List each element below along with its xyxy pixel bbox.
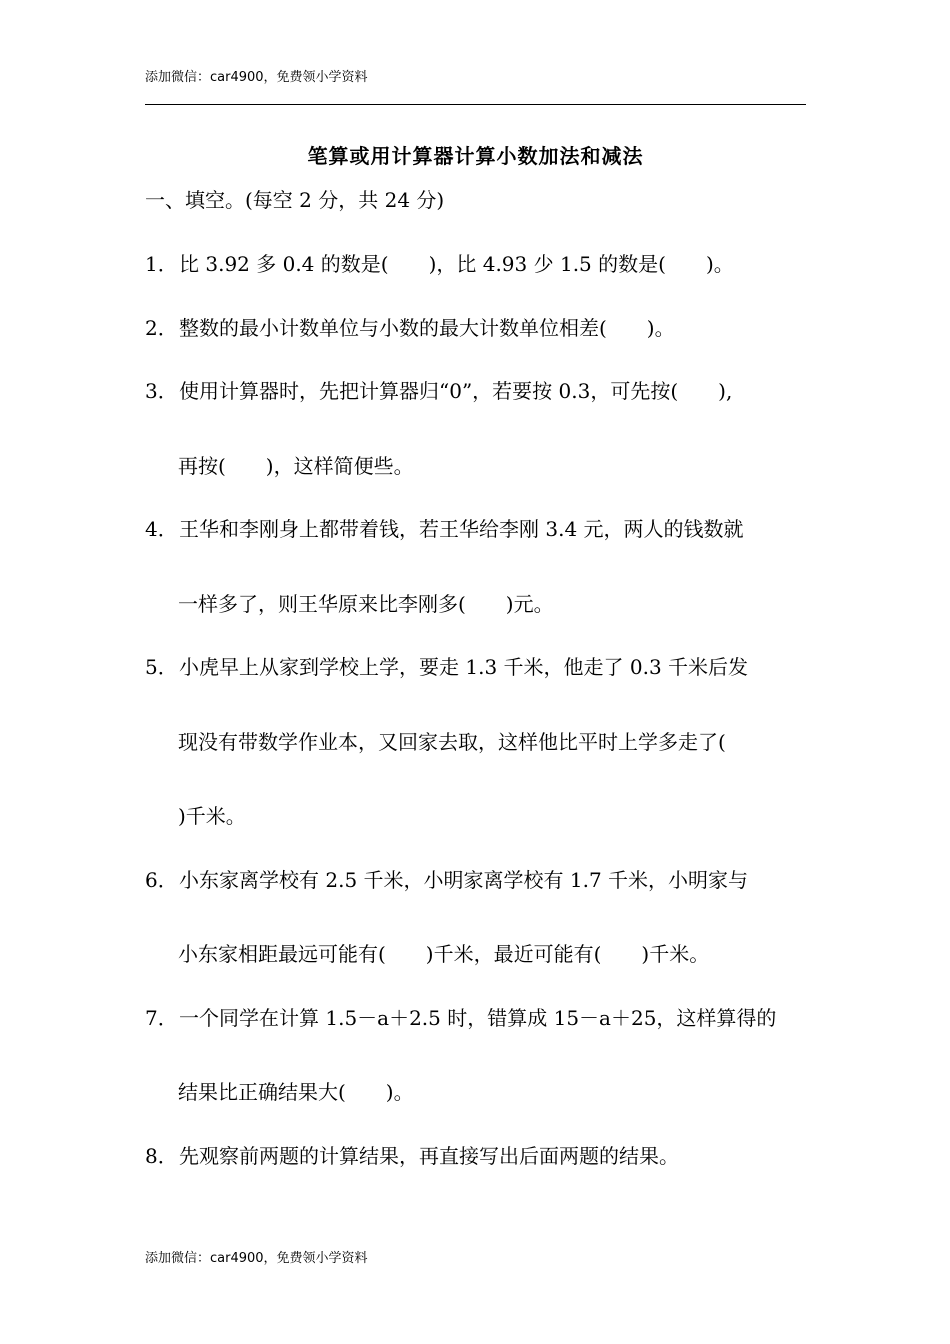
page-title: 笔算或用计算器计算小数加法和减法 (307, 144, 644, 168)
section-heading: 一、填空。(每空 2 分，共 24 分) (145, 188, 445, 212)
question-number: 8． (145, 1144, 178, 1168)
question-number: 7． (145, 1006, 178, 1030)
footer-note: 添加微信：car4900，免费领小学资料 (145, 1251, 368, 1266)
question-5-cont2: )千米。 (178, 804, 246, 828)
question-number: 2． (145, 316, 178, 340)
question-7 (145, 1004, 776, 1032)
question-number: 1． (145, 252, 178, 276)
question-3-cont: 再按( )，这样简便些。 (178, 454, 414, 478)
question-text: 使用计算器时，先把计算器归“0”，若要按 0.3，可先按( ), (179, 379, 733, 403)
question-text: 王华和李刚身上都带着钱，若王华给李刚 3.4 元，两人的钱数就 (179, 517, 744, 541)
question-text: 先观察前两题的计算结果，再直接写出后面两题的结果。 (179, 1144, 679, 1168)
question-5-cont: 现没有带数学作业本，又回家去取，这样他比平时上学多走了( (178, 730, 726, 754)
question-text: 比 3.92 多 0.4 的数是( )，比 4.93 少 1.5 的数是( )。 (179, 252, 734, 276)
question-8 (145, 1142, 679, 1170)
question-text: 一个同学在计算 1.5－a＋2.5 时，错算成 15－a＋25，这样算得的 (179, 1006, 777, 1030)
header-rule (145, 104, 806, 105)
question-number: 6． (145, 868, 178, 892)
question-4 (145, 515, 744, 543)
question-text: 小虎早上从家到学校上学，要走 1.3 千米，他走了 0.3 千米后发 (179, 655, 749, 679)
question-5 (145, 653, 748, 681)
question-text: 整数的最小计数单位与小数的最大计数单位相差( )。 (179, 316, 675, 340)
question-3 (145, 377, 732, 405)
question-number: 5． (145, 655, 178, 679)
question-number: 4． (145, 517, 178, 541)
question-1 (145, 250, 734, 278)
question-7-cont: 结果比正确结果大( )。 (178, 1080, 414, 1104)
header-note: 添加微信：car4900，免费领小学资料 (145, 70, 368, 85)
question-4-cont: 一样多了，则王华原来比李刚多( )元。 (178, 592, 554, 616)
question-text: 小东家离学校有 2.5 千米，小明家离学校有 1.7 千米，小明家与 (179, 868, 749, 892)
question-2 (145, 314, 675, 342)
question-number: 3． (145, 379, 178, 403)
question-6 (145, 866, 748, 894)
question-6-cont: 小东家相距最远可能有( )千米，最近可能有( )千米。 (178, 942, 710, 966)
